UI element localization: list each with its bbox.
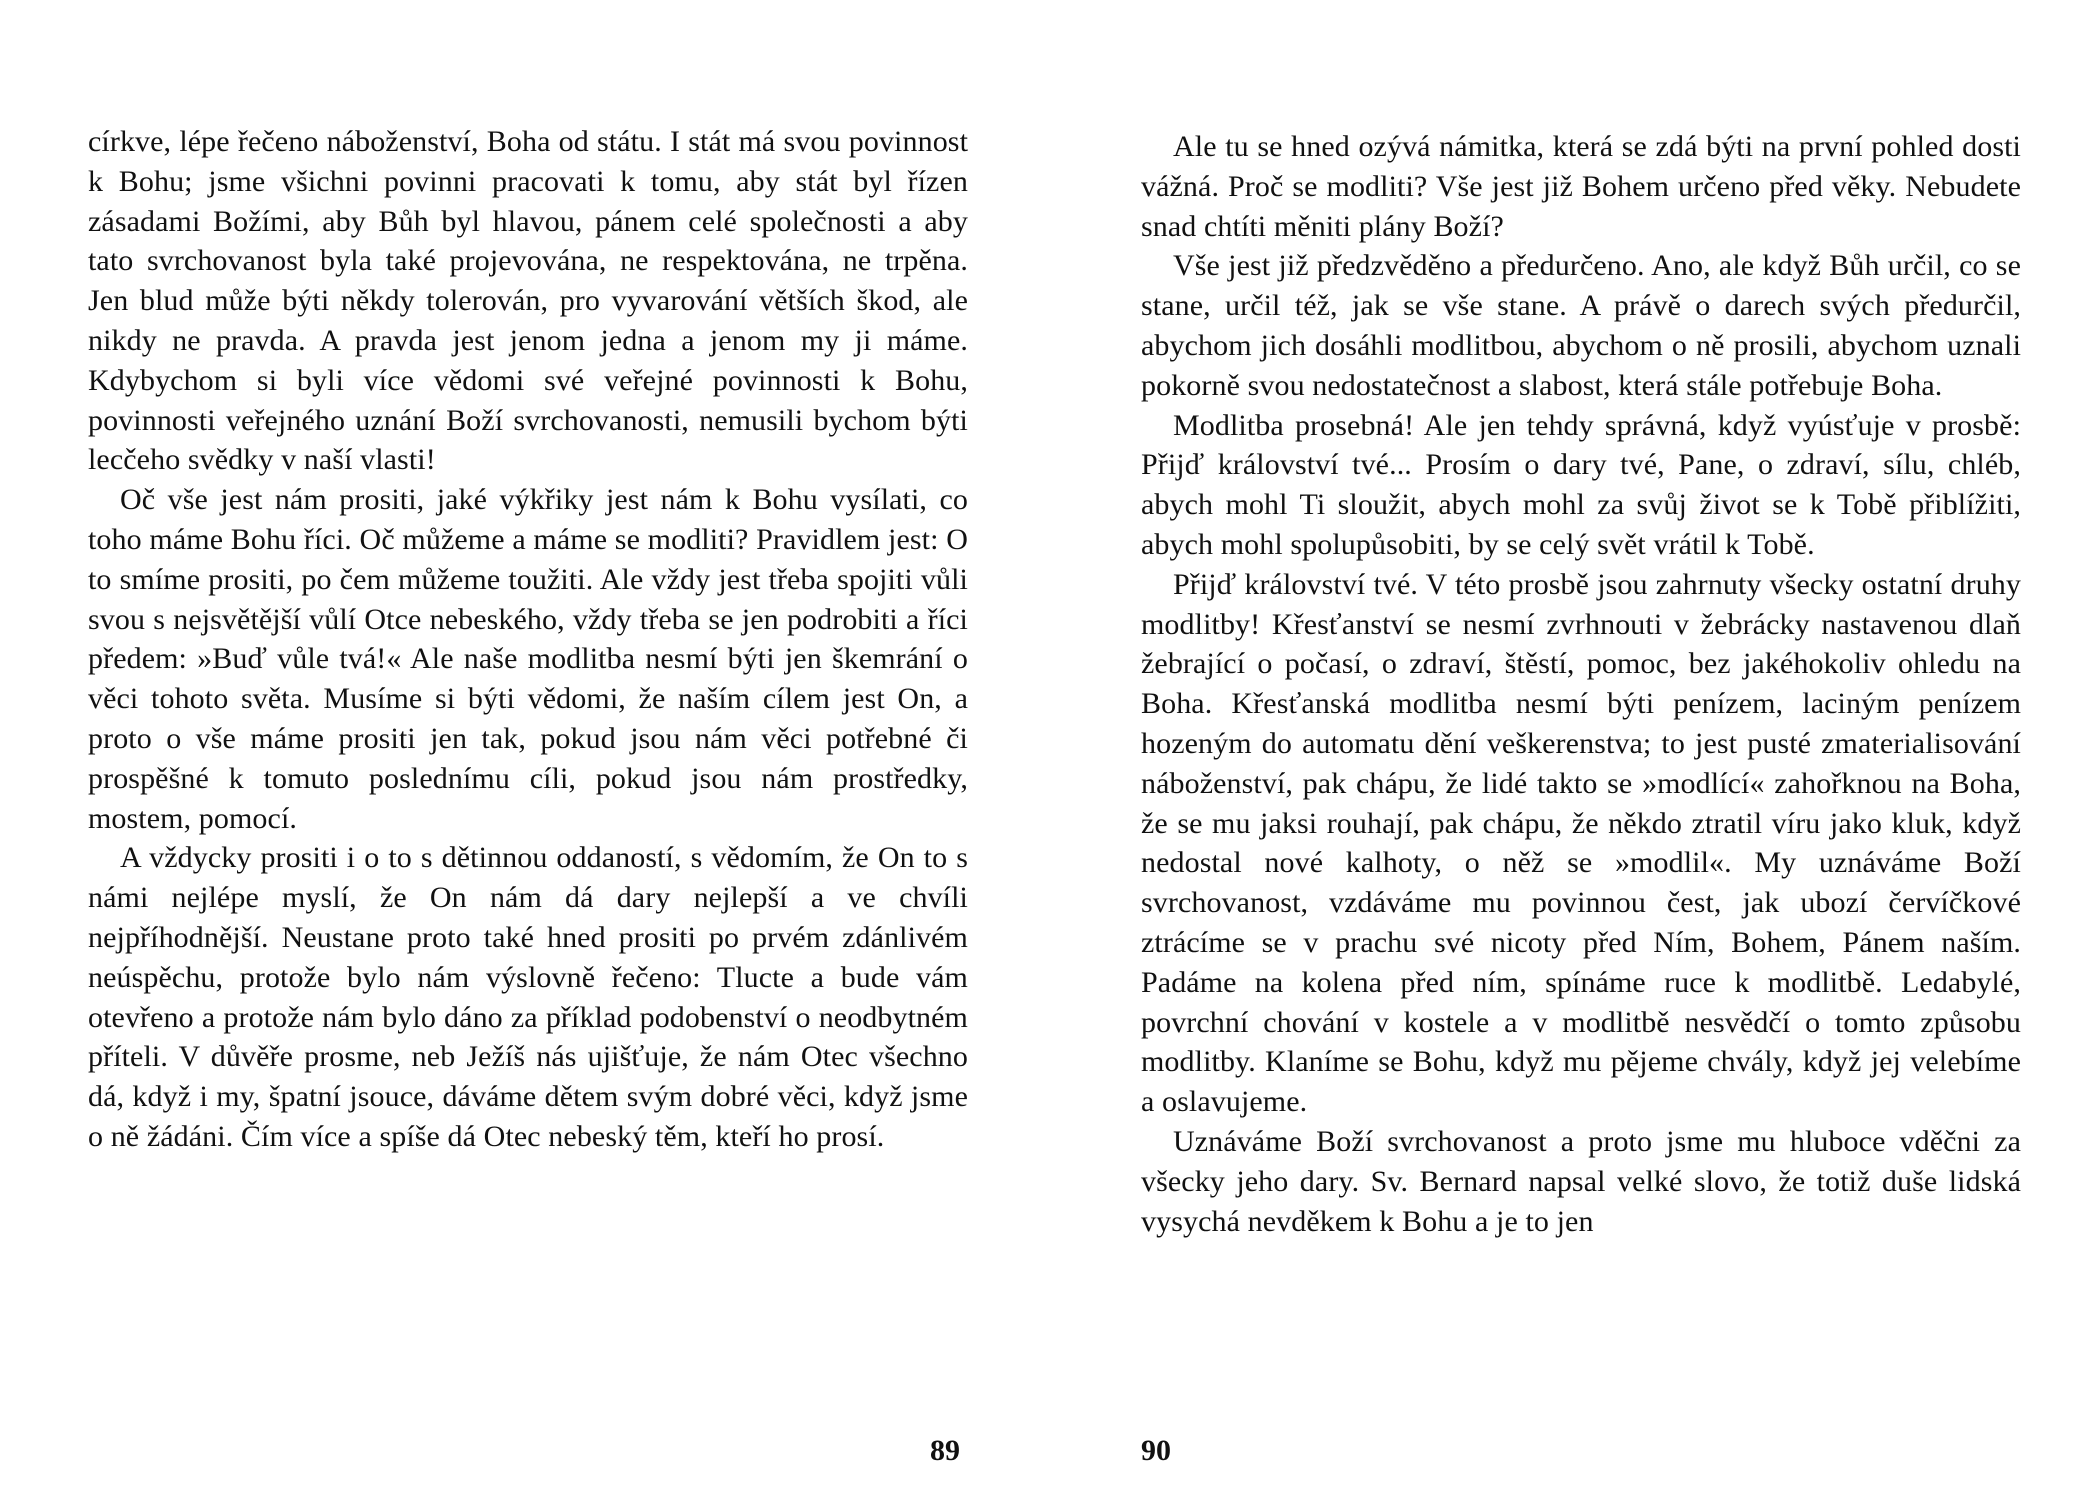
left-paragraph-3: A vždycky prositi i o to s dětinnou oddaností, s vědomím, že On to s námi nejlépe myslí, že On nám dá dary nejlepší a ve chvíli nejpříhodnější. Neustane proto také hned prositi po prvém zdánlivém neúspěchu, protože bylo nám výslovně řečeno: Tlucte a bude vám otevřeno a protože nám bylo dáno za příklad podobenství o neodbytném příteli. V důvěře prosme, neb Ježíš nás ujišťuje, že nám Otec všechno dá, když i my, špatní jsouce, dáváme dětem svým dobré věci, když jsme o ně žádáni. Čím více a spíše dá Otec nebeský těm, kteří ho prosí. [88, 841, 968, 1153]
right-paragraph-2: Vše jest již předzvěděno a předurčeno. Ano, ale když Bůh určil, co se stane, určil též, jak se vše stane. A právě o darech svých předurčil, abychom jich dosáhli modlitbou, abychom o ně prosili, abychom uznali pokorně svou nedostatečnost a slabost, která stále potřebuje Boha. [1141, 249, 2021, 402]
right-paragraph-3: Modlitba prosebná! Ale jen tehdy správná, když vyúsťuje v prosbě: Přijď království tvé... Prosím o dary tvé, Pane, o zdraví, sílu, chléb, abych mohl Ti sloužit, abych mohl za svůj život se k Tobě přiblížiti, abych mohl spolupůsobiti, by se celý svět vrátil k Tobě. [1141, 408, 2021, 561]
right-page [1043, 0, 2086, 1500]
right-page-text [1141, 127, 2021, 1241]
right-paragraph-1: Ale tu se hned ozývá námitka, která se zdá býti na první pohled dosti vážná. Proč se modliti? Vše jest již Bohem určeno před věky. Nebudete snad chtíti měniti plány Boží? [1141, 130, 2021, 243]
left-page-text [88, 122, 968, 1157]
right-paragraph-5: Uznáváme Boží svrchovanost a proto jsme mu hluboce vděčni za všecky jeho dary. Sv. Bernard napsal velké slovo, že totiž duše lidská vysychá nevděkem k Bohu a je to jen [1141, 1124, 2021, 1238]
left-page-number: 89 [930, 1434, 960, 1467]
right-page-number: 90 [1141, 1434, 1171, 1467]
left-paragraph-2: Oč vše jest nám prositi, jaké výkřiky jest nám k Bohu vysílati, co toho máme Bohu říci. Oč můžeme a máme se modliti? Pravidlem jest: O to smíme prositi, po čem můžeme toužiti. Ale vždy jest třeba spojiti vůli svou s nejsvětější vůlí Otce nebeského, vždy třeba se jen podrobiti a říci předem: »Buď vůle tvá!« Ale naše modlitba nesmí býti jen škemrání o věci tohoto světa. Musíme si býti vědomi, že naším cílem jest On, a proto o vše máme prositi jen tak, pokud jsou nám věci potřebné či prospěšné k tomuto poslednímu cíli, pokud jsou nám prostředky, mostem, pomocí. [88, 483, 968, 835]
left-paragraph-1: církve, lépe řečeno náboženství, Boha od státu. I stát má svou povinnost k Bohu; jsme všichni povinni pracovati k tomu, aby stát byl řízen zásadami Božími, aby Bůh byl hlavou, pánem celé společnosti a aby tato svrchovanost byla také projevována, ne respektována, ne trpěna. Jen blud může býti někdy tolerován, pro vyvarování větších škod, ale nikdy ne pravda. A pravda jest jenom jedna a jenom my ji máme. Kdybychom si byli více vědomi své veřejné povinnosti k Bohu, povinnosti veřejného uznání Boží svrchovanosti, nemusili bychom býti lecčeho svědky v naší vlasti! [88, 125, 968, 477]
right-paragraph-4: Přijď království tvé. V této prosbě jsou zahrnuty všecky ostatní druhy modlitby! Křesťanství se nesmí zvrhnouti v žebrácky nastavenou dlaň žebrající o počasí, o zdraví, štěstí, pomoc, bez jakéhokoliv ohledu na Boha. Křesťanská modlitba nesmí býti penízem, laciným penízem hozeným do automatu dění veškerenstva; to jest pusté zmaterialisování náboženství, pak chápu, že lidé takto se »modlící« zahořknou na Boha, že se mu jaksi rouhají, pak chápu, že někdo ztratil víru jako kluk, když nedostal nové kalhoty, o něž se »modlil«. My uznáváme Boží svrchovanost, vzdáváme mu povinnou čest, jak ubozí červíčkové ztrácíme se v prachu své nicoty před Ním, Bohem, Pánem naším. Padáme na kolena před ním, spínáme ruce k modlitbě. Ledabylé, povrchní chování v kostele a v modlitbě nesvědčí o tomto způsobu modlitby. Klaníme se Bohu, když mu pějeme chvály, když jej velebíme a oslavujeme. [1141, 567, 2021, 1119]
